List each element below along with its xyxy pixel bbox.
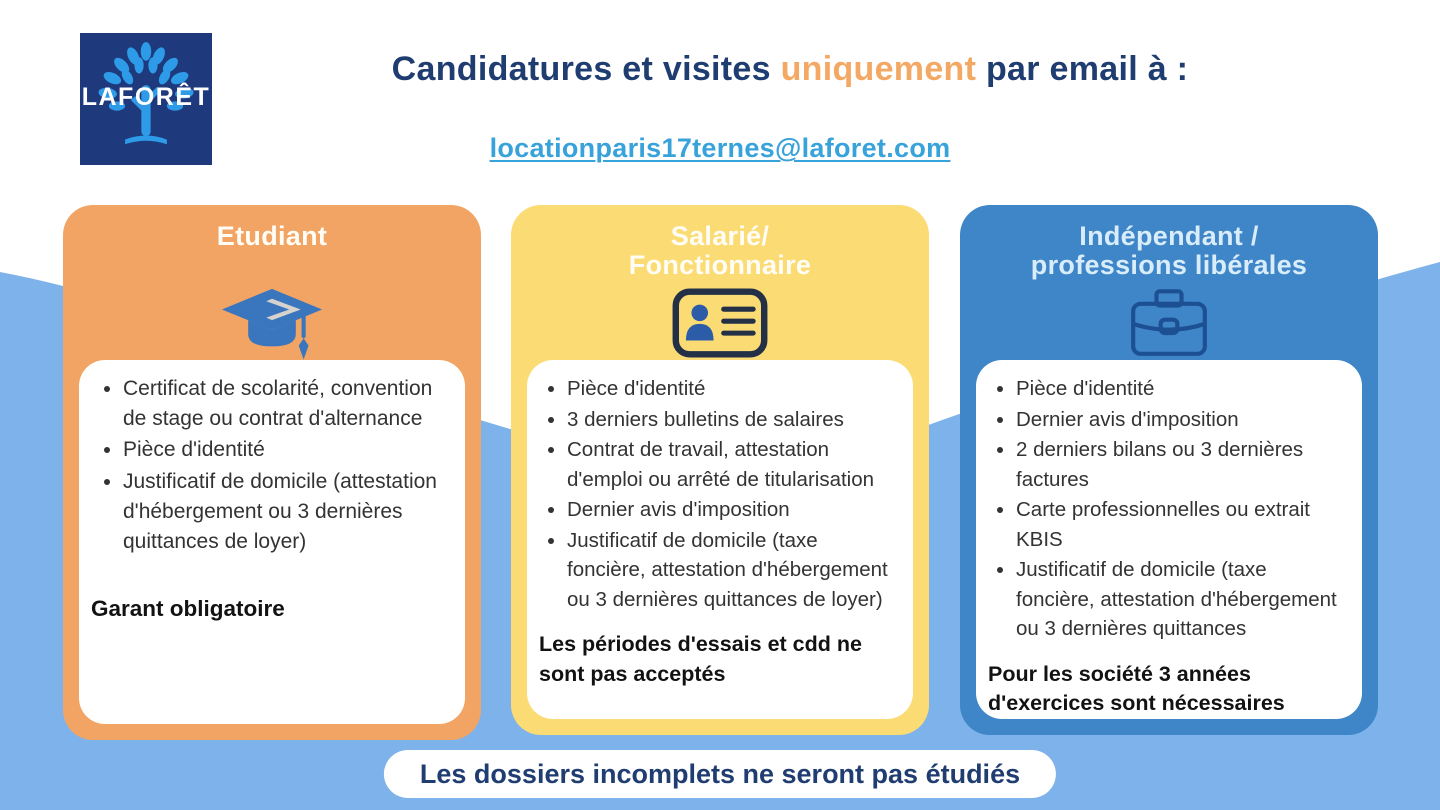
requirements-list [535, 374, 901, 614]
card-title-line: Etudiant [216, 221, 328, 251]
card-title [960, 205, 1378, 279]
list-item: • Pièce d'identité [567, 374, 901, 404]
title-prefix: Candidatures et visites [391, 50, 771, 88]
card-title [63, 205, 481, 251]
card-content [79, 360, 465, 724]
graduation-cap-icon [63, 287, 481, 359]
card-content [527, 360, 913, 719]
title-highlight: uniquement [780, 50, 977, 88]
card-content [976, 360, 1362, 719]
id-card-icon [511, 287, 929, 359]
requirements-list [984, 374, 1350, 644]
card-salarie-fonctionnaire [511, 205, 929, 735]
list-item: • Justificatif de domicile (taxe foncière, attestation d'hébergement ou 3 dernières quittances [1016, 555, 1350, 644]
card-title-line: Fonctionnaire [628, 249, 812, 280]
list-item: • Dernier avis d'imposition [567, 495, 901, 525]
page-title [220, 50, 1360, 89]
card-note: Les périodes d'essais et cdd ne sont pas acceptés [539, 632, 862, 686]
requirements-list [87, 374, 453, 557]
list-item: • Pièce d'identité [123, 435, 453, 465]
list-item: • Carte professionnelles ou extrait KBIS [1016, 495, 1350, 554]
card-title-line: Salarié/ [670, 221, 770, 251]
card-note: Pour les société 3 années d'exercices sont nécessaires [988, 661, 1285, 716]
list-item: • Justificatif de domicile (attestation d'hébergement ou 3 dernières quittances de loyer) [123, 467, 453, 558]
briefcase-icon [960, 287, 1378, 359]
footer-banner: Les dossiers incomplets ne seront pas étudiés [384, 750, 1056, 798]
email-link[interactable]: locationparis17ternes@laforet.com [489, 133, 951, 163]
list-item: • 2 derniers bilans ou 3 dernières factures [1016, 435, 1350, 494]
list-item: • 3 derniers bulletins de salaires [567, 405, 901, 435]
title-suffix: par email à : [985, 50, 1189, 88]
card-independant [960, 205, 1378, 735]
card-note: Garant obligatoire [91, 596, 285, 622]
card-title-line: professions libérales [1030, 249, 1308, 280]
list-item: • Certificat de scolarité, convention de stage ou contrat d'alternance [123, 374, 453, 434]
list-item: • Dernier avis d'imposition [1016, 405, 1350, 435]
card-etudiant [63, 205, 481, 740]
list-item: • Pièce d'identité [1016, 374, 1350, 404]
list-item: • Contrat de travail, attestation d'emploi ou arrêté de titularisation [567, 435, 901, 494]
card-title-line: Indépendant / [1079, 221, 1259, 251]
logo-text: LAFORÊT [81, 83, 211, 111]
list-item: • Justificatif de domicile (taxe foncière, attestation d'hébergement ou 3 dernières quittances de loyer) [567, 526, 901, 615]
card-title [511, 205, 929, 279]
